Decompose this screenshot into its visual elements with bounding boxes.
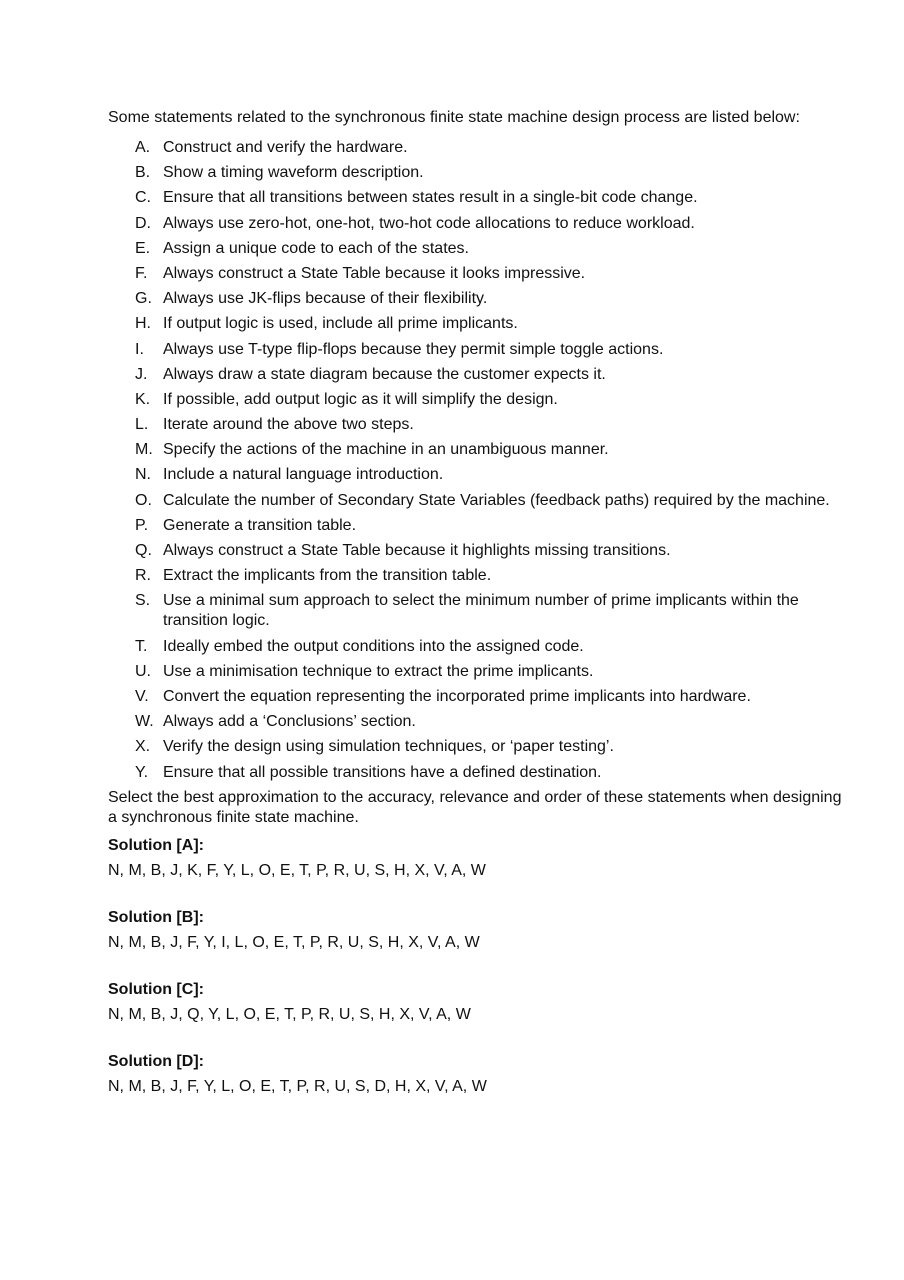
statement-text: Calculate the number of Secondary State Variables (feedback paths) required by the machine.	[163, 491, 830, 509]
statement-text: Specify the actions of the machine in an unambiguous manner.	[163, 441, 609, 459]
statement-list	[108, 138, 848, 783]
statement-item	[135, 465, 848, 485]
statement-text: Always construct a State Table because it looks impressive.	[163, 264, 586, 282]
statement-text: Always add a ‘Conclusions’ section.	[163, 713, 416, 731]
statement-text: Always use zero-hot, one-hot, two-hot code allocations to reduce workload.	[163, 214, 695, 232]
solution-answer: N, M, B, J, F, Y, L, O, E, T, P, R, U, S, D, H, X, V, A, W	[108, 1077, 487, 1095]
statement-item	[135, 591, 848, 631]
statement-item	[135, 737, 848, 757]
statement-item	[135, 239, 848, 259]
statement-letter: Y.	[135, 763, 149, 781]
statement-text: Verify the design using simulation techniques, or ‘paper testing’.	[163, 738, 614, 756]
solution-option	[108, 980, 848, 1025]
statement-text: If possible, add output logic as it will simplify the design.	[163, 390, 558, 408]
statement-item	[135, 138, 848, 158]
statement-text: Iterate around the above two steps.	[163, 416, 414, 434]
statement-text: If output logic is used, include all prime implicants.	[163, 315, 518, 333]
statement-text: Include a natural language introduction.	[163, 466, 444, 484]
statement-item	[135, 188, 848, 208]
intro-text: Some statements related to the synchronous finite state machine design process are listed below:	[108, 109, 800, 126]
statement-letter: D.	[135, 214, 151, 232]
statement-text: Use a minimal sum approach to select the minimum number of prime implicants within the transition logic.	[163, 592, 799, 630]
statement-text: Always use T-type flip-flops because they permit simple toggle actions.	[163, 340, 664, 358]
statement-letter: F.	[135, 264, 148, 282]
statement-letter: P.	[135, 516, 149, 534]
statement-letter: C.	[135, 189, 151, 207]
statement-letter: W.	[135, 713, 154, 731]
solution-answer: N, M, B, J, Q, Y, L, O, E, T, P, R, U, S, H, X, V, A, W	[108, 1005, 471, 1023]
statement-letter: N.	[135, 466, 151, 484]
solution-list	[108, 836, 848, 1097]
statement-item	[135, 516, 848, 536]
solution-answer: N, M, B, J, K, F, Y, L, O, E, T, P, R, U, S, H, X, V, A, W	[108, 861, 486, 879]
statement-text: Assign a unique code to each of the states.	[163, 239, 469, 257]
question-text: Select the best approximation to the accuracy, relevance and order of these statements when designing a synchronous finite state machine.	[108, 788, 842, 826]
statement-item	[135, 662, 848, 682]
solution-option	[108, 836, 848, 881]
solution-answer: N, M, B, J, F, Y, I, L, O, E, T, P, R, U, S, H, X, V, A, W	[108, 933, 480, 951]
statement-letter: E.	[135, 239, 151, 257]
statement-item	[135, 264, 848, 284]
statement-item	[135, 637, 848, 657]
statement-item	[135, 541, 848, 561]
statement-text: Always draw a state diagram because the customer expects it.	[163, 365, 606, 383]
solution-label: Solution [B]:	[108, 908, 204, 926]
statement-text: Always use JK-flips because of their flexibility.	[163, 290, 488, 308]
statement-item	[135, 365, 848, 385]
statement-item	[135, 687, 848, 707]
statement-letter: L.	[135, 416, 149, 434]
statement-text: Generate a transition table.	[163, 516, 357, 534]
question-content	[108, 108, 848, 1124]
statement-letter: G.	[135, 290, 152, 308]
statement-item	[135, 340, 848, 360]
statement-letter: S.	[135, 592, 151, 610]
statement-item	[135, 440, 848, 460]
statement-item	[135, 214, 848, 234]
statement-letter: I.	[135, 340, 144, 358]
statement-letter: J.	[135, 365, 148, 383]
statement-text: Use a minimisation technique to extract the prime implicants.	[163, 662, 594, 680]
statement-text: Show a timing waveform description.	[163, 164, 424, 182]
statement-letter: Q.	[135, 542, 152, 559]
statement-letter: V.	[135, 687, 149, 705]
statement-text: Ensure that all transitions between states result in a single-bit code change.	[163, 189, 698, 207]
statement-text: Always construct a State Table because it highlights missing transitions.	[163, 542, 671, 559]
solution-option	[108, 1052, 848, 1097]
statement-letter: X.	[135, 738, 151, 756]
statement-text: Convert the equation representing the incorporated prime implicants into hardware.	[163, 687, 751, 705]
statement-item	[135, 314, 848, 334]
statement-item	[135, 763, 848, 783]
statement-item	[135, 163, 848, 183]
statement-item	[135, 415, 848, 435]
statement-letter: K.	[135, 390, 151, 408]
statement-letter: M.	[135, 441, 153, 459]
statement-letter: B.	[135, 164, 151, 182]
solution-label: Solution [C]:	[108, 980, 204, 998]
statement-item	[135, 491, 848, 511]
statement-text: Construct and verify the hardware.	[163, 139, 408, 156]
statement-item	[135, 712, 848, 732]
statement-letter: R.	[135, 567, 151, 585]
statement-letter: U.	[135, 662, 151, 680]
statement-letter: H.	[135, 315, 151, 333]
statement-item	[135, 566, 848, 586]
statement-item	[135, 289, 848, 309]
solution-label: Solution [D]:	[108, 1052, 204, 1070]
solution-option	[108, 908, 848, 953]
statement-text: Ideally embed the output conditions into the assigned code.	[163, 637, 584, 655]
statement-letter: T.	[135, 637, 148, 655]
solution-label: Solution [A]:	[108, 836, 204, 854]
statement-text: Extract the implicants from the transition table.	[163, 567, 492, 585]
statement-text: Ensure that all possible transitions have a defined destination.	[163, 763, 602, 781]
statement-item	[135, 390, 848, 410]
statement-letter: O.	[135, 491, 152, 509]
statement-letter: A.	[135, 139, 151, 156]
